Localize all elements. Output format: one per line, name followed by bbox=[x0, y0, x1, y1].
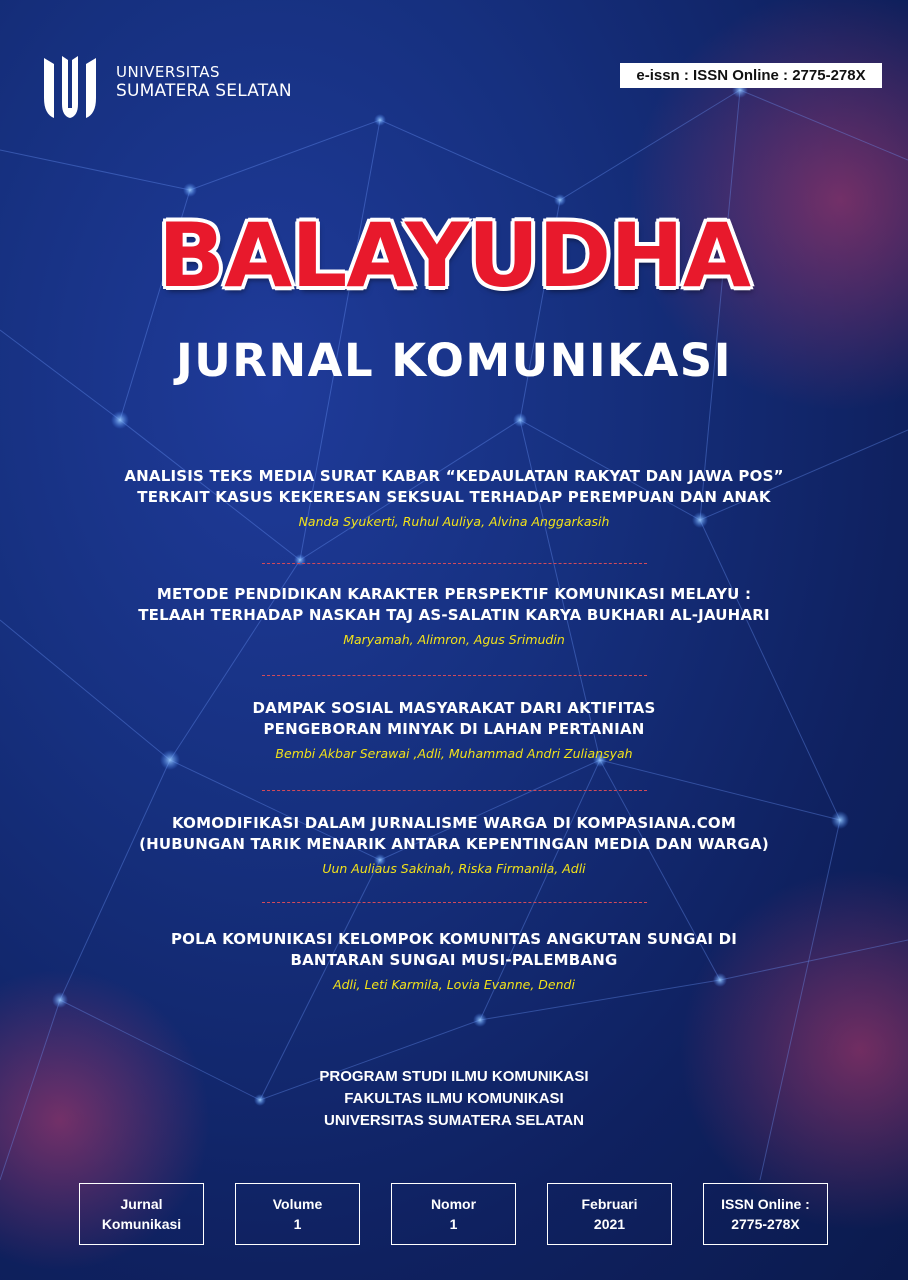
info-box-date bbox=[547, 1183, 672, 1245]
info-box-line2: 2021 bbox=[593, 1216, 626, 1232]
info-box-line2: 2775-278X bbox=[731, 1216, 800, 1232]
journal-subtitle: JURNAL KOMUNIKASI bbox=[176, 334, 732, 387]
article-divider bbox=[262, 790, 647, 791]
info-box-journal bbox=[79, 1183, 204, 1245]
journal-title: BALAYUDHA bbox=[158, 204, 750, 307]
article-authors: Adli, Leti Karmila, Lovia Evanne, Dendi bbox=[333, 977, 575, 992]
info-box-line1: Volume bbox=[272, 1196, 323, 1212]
article-3 bbox=[0, 698, 908, 764]
article-title-line: TERKAIT KASUS KEKERESAN SEKSUAL TERHADAP PEREMPUAN DAN ANAK bbox=[137, 488, 771, 506]
article-5 bbox=[0, 929, 908, 995]
article-2 bbox=[0, 584, 908, 650]
article-divider bbox=[262, 563, 647, 564]
info-box-line2: Komunikasi bbox=[101, 1216, 182, 1232]
article-title-line: POLA KOMUNIKASI KELOMPOK KOMUNITAS ANGKUTAN SUNGAI DI bbox=[170, 930, 738, 948]
university-name bbox=[116, 64, 292, 101]
info-box-line1: Februari bbox=[581, 1196, 638, 1212]
article-authors: Uun Auliaus Sakinah, Riska Firmanila, Adli bbox=[322, 861, 586, 876]
info-box-line1: Jurnal bbox=[120, 1196, 163, 1212]
article-1 bbox=[0, 466, 908, 532]
program-block bbox=[0, 1066, 908, 1132]
info-box-issn bbox=[703, 1183, 828, 1245]
program-line3: UNIVERSITAS SUMATERA SELATAN bbox=[323, 1112, 584, 1129]
info-box-line2: 1 bbox=[293, 1216, 302, 1232]
article-title-line: (HUBUNGAN TARIK MENARIK ANTARA KEPENTINGAN MEDIA DAN WARGA) bbox=[139, 835, 769, 853]
university-logo-icon bbox=[40, 54, 100, 120]
program-line1: PROGRAM STUDI ILMU KOMUNIKASI bbox=[319, 1068, 589, 1085]
info-box-line1: Nomor bbox=[430, 1196, 477, 1212]
article-title-line: DAMPAK SOSIAL MASYARAKAT DARI AKTIFITAS bbox=[252, 699, 656, 717]
article-4 bbox=[0, 813, 908, 879]
info-box-number bbox=[391, 1183, 516, 1245]
article-divider bbox=[262, 902, 647, 903]
article-title-line: PENGEBORAN MINYAK DI LAHAN PERTANIAN bbox=[263, 720, 645, 738]
article-title-line: ANALISIS TEKS MEDIA SURAT KABAR “KEDAULATAN RAKYAT DAN JAWA POS” bbox=[124, 467, 784, 485]
article-title-line: BANTARAN SUNGAI MUSI-PALEMBANG bbox=[290, 951, 618, 969]
issn-label: e-issn : ISSN Online : 2775-278X bbox=[620, 63, 882, 88]
program-line2: FAKULTAS ILMU KOMUNIKASI bbox=[344, 1090, 564, 1107]
article-title-line: TELAAH TERHADAP NASKAH TAJ AS-SALATIN KARYA BUKHARI AL-JAUHARI bbox=[138, 606, 770, 624]
info-box-volume bbox=[235, 1183, 360, 1245]
info-box-line2: 1 bbox=[449, 1216, 458, 1232]
article-authors: Nanda Syukerti, Ruhul Auliya, Alvina Anggarkasih bbox=[298, 514, 610, 529]
article-authors: Bembi Akbar Serawai ,Adli, Muhammad Andri Zuliansyah bbox=[275, 746, 633, 761]
university-name-line1: UNIVERSITAS bbox=[116, 63, 221, 81]
university-name-line2: SUMATERA SELATAN bbox=[116, 81, 292, 101]
article-title-line: METODE PENDIDIKAN KARAKTER PERSPEKTIF KOMUNIKASI MELAYU : bbox=[156, 585, 752, 603]
article-divider bbox=[262, 675, 647, 676]
info-box-line1: ISSN Online : bbox=[721, 1196, 810, 1212]
article-authors: Maryamah, Alimron, Agus Srimudin bbox=[343, 632, 565, 647]
article-title-line: KOMODIFIKASI DALAM JURNALISME WARGA DI KOMPASIANA.COM bbox=[172, 814, 736, 832]
